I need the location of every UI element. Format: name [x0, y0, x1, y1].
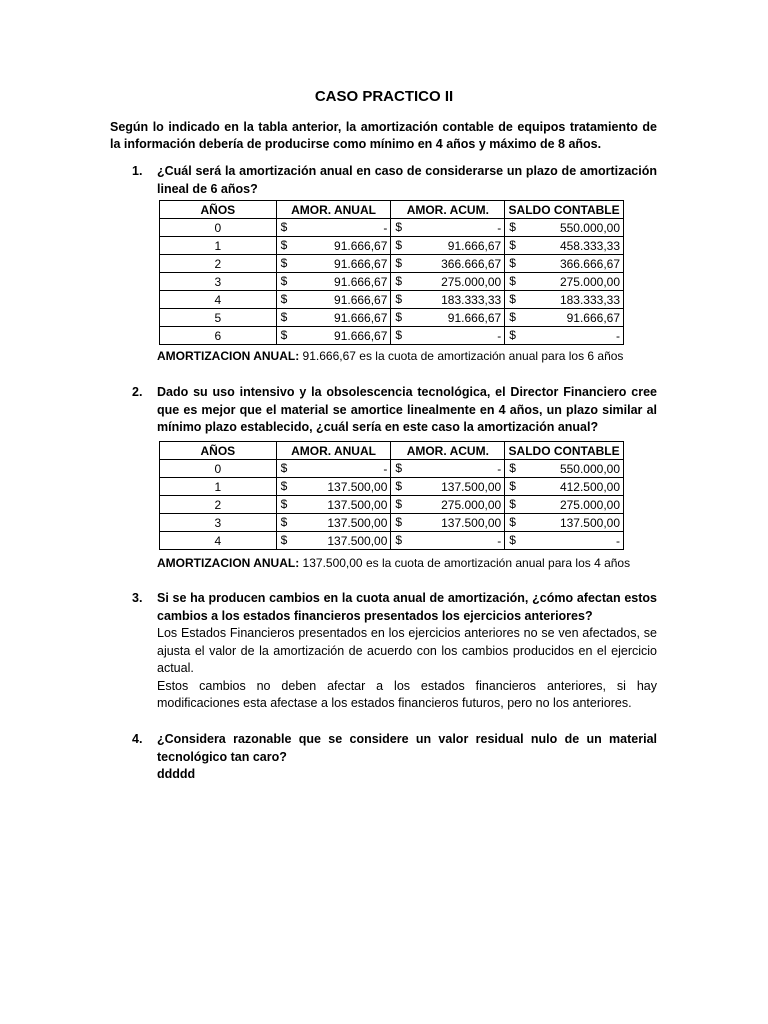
table-row: [160, 255, 624, 273]
amount-value: 91.666,67: [334, 328, 388, 343]
amount-value: 137.500,00: [327, 479, 388, 494]
year-cell: 4: [160, 291, 277, 309]
amount-value: 91.666,67: [334, 256, 388, 271]
summary-text: 137.500,00 es la cuota de amortización anual para los 4 años: [302, 556, 631, 570]
amount-value: 550.000,00: [559, 461, 620, 476]
amount-value: -: [497, 220, 502, 235]
question-text: ¿Considera razonable que se considere un valor residual nulo de un material tecnológico tan caro?: [157, 732, 657, 764]
anual-cell: [276, 309, 391, 327]
anual-cell: [276, 255, 391, 273]
table-row: [160, 514, 624, 532]
column-header: AÑOS: [160, 201, 277, 219]
amount-value: 137.500,00: [559, 515, 620, 530]
saldo-cell: [505, 255, 624, 273]
year-cell: 5: [160, 309, 277, 327]
currency-symbol: $: [395, 256, 403, 270]
currency-symbol: $: [395, 274, 403, 288]
currency-symbol: $: [280, 310, 288, 324]
table-row: [160, 327, 624, 345]
question-number: 4.: [132, 732, 143, 746]
amount-value: 91.666,67: [334, 310, 388, 325]
saldo-cell: [505, 478, 624, 496]
table-row: [160, 219, 624, 237]
year-cell: 2: [160, 255, 277, 273]
page-title: CASO PRACTICO II: [314, 88, 454, 105]
answer-paragraph-2: Estos cambios no deben afectar a los estados financieros anteriores, si hay modificaciones esta afectase a los estados financieros futuros, pero no los anteriores.: [157, 678, 657, 710]
currency-symbol: $: [280, 256, 288, 270]
currency-symbol: $: [280, 220, 288, 234]
currency-symbol: $: [280, 497, 288, 511]
depreciation-table-6-years: [159, 200, 624, 345]
year-cell: 4: [160, 532, 277, 550]
year-cell: 1: [160, 237, 277, 255]
currency-symbol: $: [509, 479, 516, 493]
currency-symbol: $: [395, 310, 403, 324]
summary-label: AMORTIZACION ANUAL:: [157, 349, 300, 363]
amount-value: 275.000,00: [559, 274, 620, 289]
amount-value: -: [497, 461, 502, 476]
amount-value: 550.000,00: [559, 220, 620, 235]
column-header: AMOR. ANUAL: [276, 201, 391, 219]
year-cell: 2: [160, 496, 277, 514]
saldo-cell: [505, 309, 624, 327]
table-row: [160, 460, 624, 478]
currency-symbol: $: [395, 497, 403, 511]
anual-cell: [276, 514, 391, 532]
currency-symbol: $: [509, 292, 516, 306]
summary-line-2: [157, 556, 630, 570]
question-number: 2.: [132, 385, 143, 399]
saldo-cell: [505, 291, 624, 309]
currency-symbol: $: [509, 533, 516, 547]
amount-value: 275.000,00: [441, 274, 502, 289]
currency-symbol: $: [509, 497, 516, 511]
currency-symbol: $: [395, 328, 403, 342]
year-cell: 0: [160, 460, 277, 478]
intro-paragraph: Según lo indicado en la tabla anterior, la amortización contable de equipos tratamiento de la información debería de producirse como mínimo en 4 años y máximo de 8 años.: [110, 120, 657, 151]
currency-symbol: $: [280, 533, 288, 547]
question-text: Dado su uso intensivo y la obsolescencia tecnológica, el Director Financiero cree que es mejor que el material se amortice linealmente en 4 años, un plazo similar al mínimo plazo establecido, ¿cuál sería en este caso la amortización anual?: [157, 385, 657, 434]
year-cell: 3: [160, 273, 277, 291]
saldo-cell: [505, 496, 624, 514]
saldo-cell: [505, 273, 624, 291]
anual-cell: [276, 532, 391, 550]
question-text: ¿Cuál será la amortización anual en caso de considerarse un plazo de amortización lineal de 6 años?: [157, 164, 657, 196]
saldo-cell: [505, 514, 624, 532]
currency-symbol: $: [509, 461, 516, 475]
anual-cell: [276, 327, 391, 345]
amount-value: 137.500,00: [441, 515, 502, 530]
year-cell: 6: [160, 327, 277, 345]
acum-cell: [391, 514, 505, 532]
currency-symbol: $: [509, 256, 516, 270]
acum-cell: [391, 532, 505, 550]
currency-symbol: $: [280, 515, 288, 529]
amount-value: 137.500,00: [441, 479, 502, 494]
table-row: [160, 532, 624, 550]
saldo-cell: [505, 460, 624, 478]
currency-symbol: $: [395, 479, 403, 493]
amount-value: 91.666,67: [334, 238, 388, 253]
acum-cell: [391, 237, 505, 255]
acum-cell: [391, 460, 505, 478]
currency-symbol: $: [509, 310, 516, 324]
question-3: [110, 590, 657, 713]
currency-symbol: $: [280, 274, 288, 288]
table-row: [160, 291, 624, 309]
amount-value: 91.666,67: [447, 238, 502, 253]
anual-cell: [276, 237, 391, 255]
currency-symbol: $: [395, 292, 403, 306]
table-row: [160, 496, 624, 514]
table-row: [160, 273, 624, 291]
saldo-cell: [505, 327, 624, 345]
column-header: AMOR. ANUAL: [276, 442, 391, 460]
amount-value: 91.666,67: [566, 310, 620, 325]
table-row: [160, 478, 624, 496]
column-header: AMOR. ACUM.: [391, 442, 505, 460]
column-header: AMOR. ACUM.: [391, 201, 505, 219]
amount-value: 91.666,67: [447, 310, 502, 325]
acum-cell: [391, 309, 505, 327]
saldo-cell: [505, 219, 624, 237]
question-text: Si se ha producen cambios en la cuota anual de amortización, ¿cómo afectan estos cambios a los estados financieros presentados los ejercicios anteriores?: [157, 591, 657, 623]
year-cell: 0: [160, 219, 277, 237]
amount-value: 91.666,67: [334, 274, 388, 289]
year-cell: 3: [160, 514, 277, 532]
table-header-row: [160, 201, 624, 219]
amount-value: -: [616, 328, 620, 343]
amount-value: 137.500,00: [327, 497, 388, 512]
acum-cell: [391, 327, 505, 345]
currency-symbol: $: [280, 238, 288, 252]
amount-value: 366.666,67: [441, 256, 502, 271]
question-number: 3.: [132, 591, 143, 605]
currency-symbol: $: [280, 461, 288, 475]
acum-cell: [391, 478, 505, 496]
anual-cell: [276, 496, 391, 514]
amount-value: -: [497, 328, 502, 343]
currency-symbol: $: [395, 461, 403, 475]
column-header: AÑOS: [160, 442, 277, 460]
acum-cell: [391, 291, 505, 309]
saldo-cell: [505, 237, 624, 255]
question-1: [110, 163, 657, 198]
amount-value: -: [616, 533, 620, 548]
summary-line-1: [157, 349, 623, 363]
amount-value: 275.000,00: [441, 497, 502, 512]
currency-symbol: $: [280, 328, 288, 342]
anual-cell: [276, 273, 391, 291]
question-number: 1.: [132, 164, 143, 178]
column-header: SALDO CONTABLE: [505, 201, 624, 219]
currency-symbol: $: [509, 220, 516, 234]
amount-value: 183.333,33: [441, 292, 502, 307]
currency-symbol: $: [395, 515, 403, 529]
amount-value: -: [383, 220, 388, 235]
question-2: [110, 384, 657, 437]
year-cell: 1: [160, 478, 277, 496]
amount-value: 275.000,00: [559, 497, 620, 512]
currency-symbol: $: [395, 220, 403, 234]
column-header: SALDO CONTABLE: [505, 442, 624, 460]
depreciation-table-4-years: [159, 441, 624, 550]
table-row: [160, 309, 624, 327]
amount-value: 137.500,00: [327, 533, 388, 548]
amount-value: 137.500,00: [327, 515, 388, 530]
amount-value: 412.500,00: [559, 479, 620, 494]
currency-symbol: $: [395, 533, 403, 547]
summary-label: AMORTIZACION ANUAL:: [157, 556, 300, 570]
acum-cell: [391, 219, 505, 237]
anual-cell: [276, 219, 391, 237]
acum-cell: [391, 273, 505, 291]
currency-symbol: $: [509, 274, 516, 288]
currency-symbol: $: [509, 238, 516, 252]
amount-value: 91.666,67: [334, 292, 388, 307]
currency-symbol: $: [280, 292, 288, 306]
amount-value: -: [383, 461, 388, 476]
amount-value: 458.333,33: [559, 238, 620, 253]
amount-value: 183.333,33: [559, 292, 620, 307]
table-row: [160, 237, 624, 255]
saldo-cell: [505, 532, 624, 550]
anual-cell: [276, 291, 391, 309]
acum-cell: [391, 496, 505, 514]
currency-symbol: $: [509, 515, 516, 529]
currency-symbol: $: [395, 238, 403, 252]
question-4: [110, 731, 657, 784]
currency-symbol: $: [509, 328, 516, 342]
amount-value: 366.666,67: [559, 256, 620, 271]
amount-value: -: [497, 533, 502, 548]
answer-text: ddddd: [157, 767, 196, 781]
acum-cell: [391, 255, 505, 273]
answer-paragraph-1: Los Estados Financieros presentados en los ejercicios anteriores no se ven afectados, se ajusta el valor de la amortización de acuerdo con los cambios producidos en el ejercicio actual.: [157, 626, 657, 675]
table-header-row: [160, 442, 624, 460]
summary-text: 91.666,67 es la cuota de amortización anual para los 6 años: [302, 349, 624, 363]
currency-symbol: $: [280, 479, 288, 493]
anual-cell: [276, 478, 391, 496]
anual-cell: [276, 460, 391, 478]
